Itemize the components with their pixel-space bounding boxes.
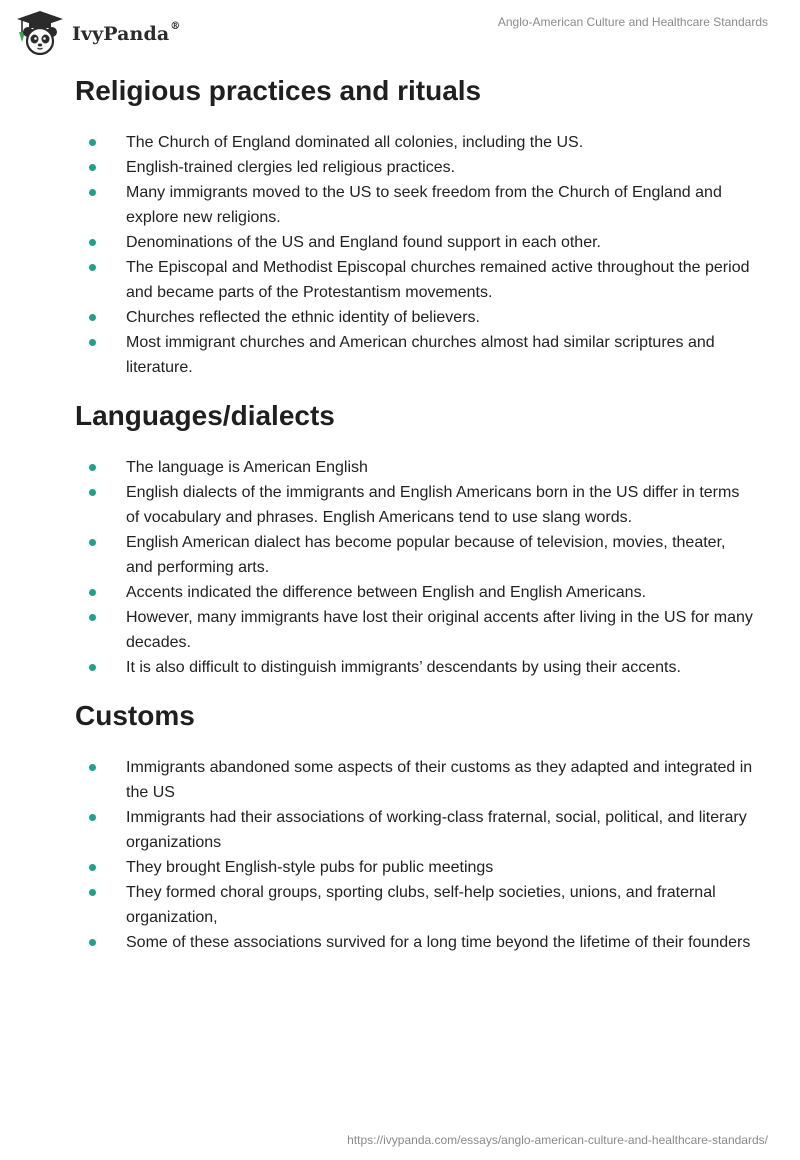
list-item-text: Accents indicated the difference between English and English Americans.: [126, 584, 647, 601]
bullet-icon: [89, 614, 96, 621]
list-item: [75, 855, 755, 880]
bullet-list: [75, 455, 755, 680]
bullet-icon: [89, 814, 96, 821]
bullet-icon: [89, 864, 96, 871]
list-item: [75, 480, 755, 530]
list-item-text: English dialects of the immigrants and English Americans born in the US differ in terms of vocabulary and phrases. English Americans tend to use slang words.: [126, 484, 740, 526]
bullet-icon: [89, 339, 96, 346]
ivypanda-logo[interactable]: [14, 10, 180, 56]
registered-mark: ®: [170, 21, 181, 32]
list-item-text: Immigrants abandoned some aspects of their customs as they adapted and integrated in the US: [126, 759, 753, 801]
bullet-icon: [89, 264, 96, 271]
list-item-text: However, many immigrants have lost their original accents after living in the US for many decades.: [126, 609, 753, 651]
panda-graduate-icon: [14, 10, 66, 56]
list-item-text: English-trained clergies led religious practices.: [126, 159, 456, 176]
list-item-text: English American dialect has become popular because of television, movies, theater, and performing arts.: [126, 534, 726, 576]
section-heading: Customs: [75, 700, 195, 731]
logo-name: IvyPanda: [72, 23, 170, 45]
bullet-icon: [89, 464, 96, 471]
list-item: [75, 755, 755, 805]
list-item: [75, 305, 755, 330]
bullet-icon: [89, 889, 96, 896]
section-heading: Languages/dialects: [75, 400, 335, 431]
list-item-text: It is also difficult to distinguish immigrants’ descendants by using their accents.: [126, 659, 681, 676]
bullet-icon: [89, 764, 96, 771]
list-item-text: Denominations of the US and England found support in each other.: [126, 234, 601, 251]
bullet-icon: [89, 664, 96, 671]
list-item-text: Churches reflected the ethnic identity of believers.: [126, 309, 480, 326]
bullet-icon: [89, 239, 96, 246]
bullet-list: [75, 755, 755, 955]
bullet-list: [75, 130, 755, 380]
list-item-text: The Church of England dominated all colonies, including the US.: [126, 134, 584, 151]
list-item: [75, 655, 755, 680]
bullet-icon: [89, 189, 96, 196]
list-item-text: They brought English-style pubs for public meetings: [126, 859, 494, 876]
list-item: [75, 605, 755, 655]
logo-wordmark: [72, 23, 180, 45]
section-languages-dialects: [75, 395, 755, 680]
bullet-icon: [89, 164, 96, 171]
list-item-text: The Episcopal and Methodist Episcopal churches remained active throughout the period and became parts of the Protestantism movements.: [126, 259, 750, 301]
list-item: [75, 155, 755, 180]
list-item-text: Most immigrant churches and American churches almost had similar scriptures and literature.: [126, 334, 715, 376]
list-item-text: Some of these associations survived for a long time beyond the lifetime of their founders: [126, 934, 751, 951]
list-item-text: Many immigrants moved to the US to seek freedom from the Church of England and explore new religions.: [126, 184, 722, 226]
bullet-icon: [89, 139, 96, 146]
section-religious-practices: [75, 70, 755, 380]
bullet-icon: [89, 939, 96, 946]
document-body: [75, 70, 755, 970]
list-item: [75, 930, 755, 955]
bullet-icon: [89, 589, 96, 596]
document-title: Anglo-American Culture and Healthcare Standards: [497, 15, 768, 29]
bullet-icon: [89, 539, 96, 546]
bullet-icon: [89, 314, 96, 321]
list-item: [75, 255, 755, 305]
list-item-text: The language is American English: [126, 459, 368, 476]
bullet-icon: [89, 489, 96, 496]
list-item: [75, 330, 755, 380]
source-url-link[interactable]: https://ivypanda.com/essays/anglo-american-culture-and-healthcare-standards/: [347, 1133, 768, 1147]
list-item: [75, 880, 755, 930]
list-item: [75, 180, 755, 230]
section-customs: [75, 695, 755, 955]
section-heading: Religious practices and rituals: [75, 75, 482, 106]
list-item: [75, 580, 755, 605]
list-item: [75, 530, 755, 580]
list-item: [75, 455, 755, 480]
list-item-text: Immigrants had their associations of working-class fraternal, social, political, and literary organizations: [126, 809, 747, 851]
list-item: [75, 230, 755, 255]
list-item-text: They formed choral groups, sporting clubs, self-help societies, unions, and fraternal organization,: [126, 884, 716, 926]
list-item: [75, 130, 755, 155]
list-item: [75, 805, 755, 855]
